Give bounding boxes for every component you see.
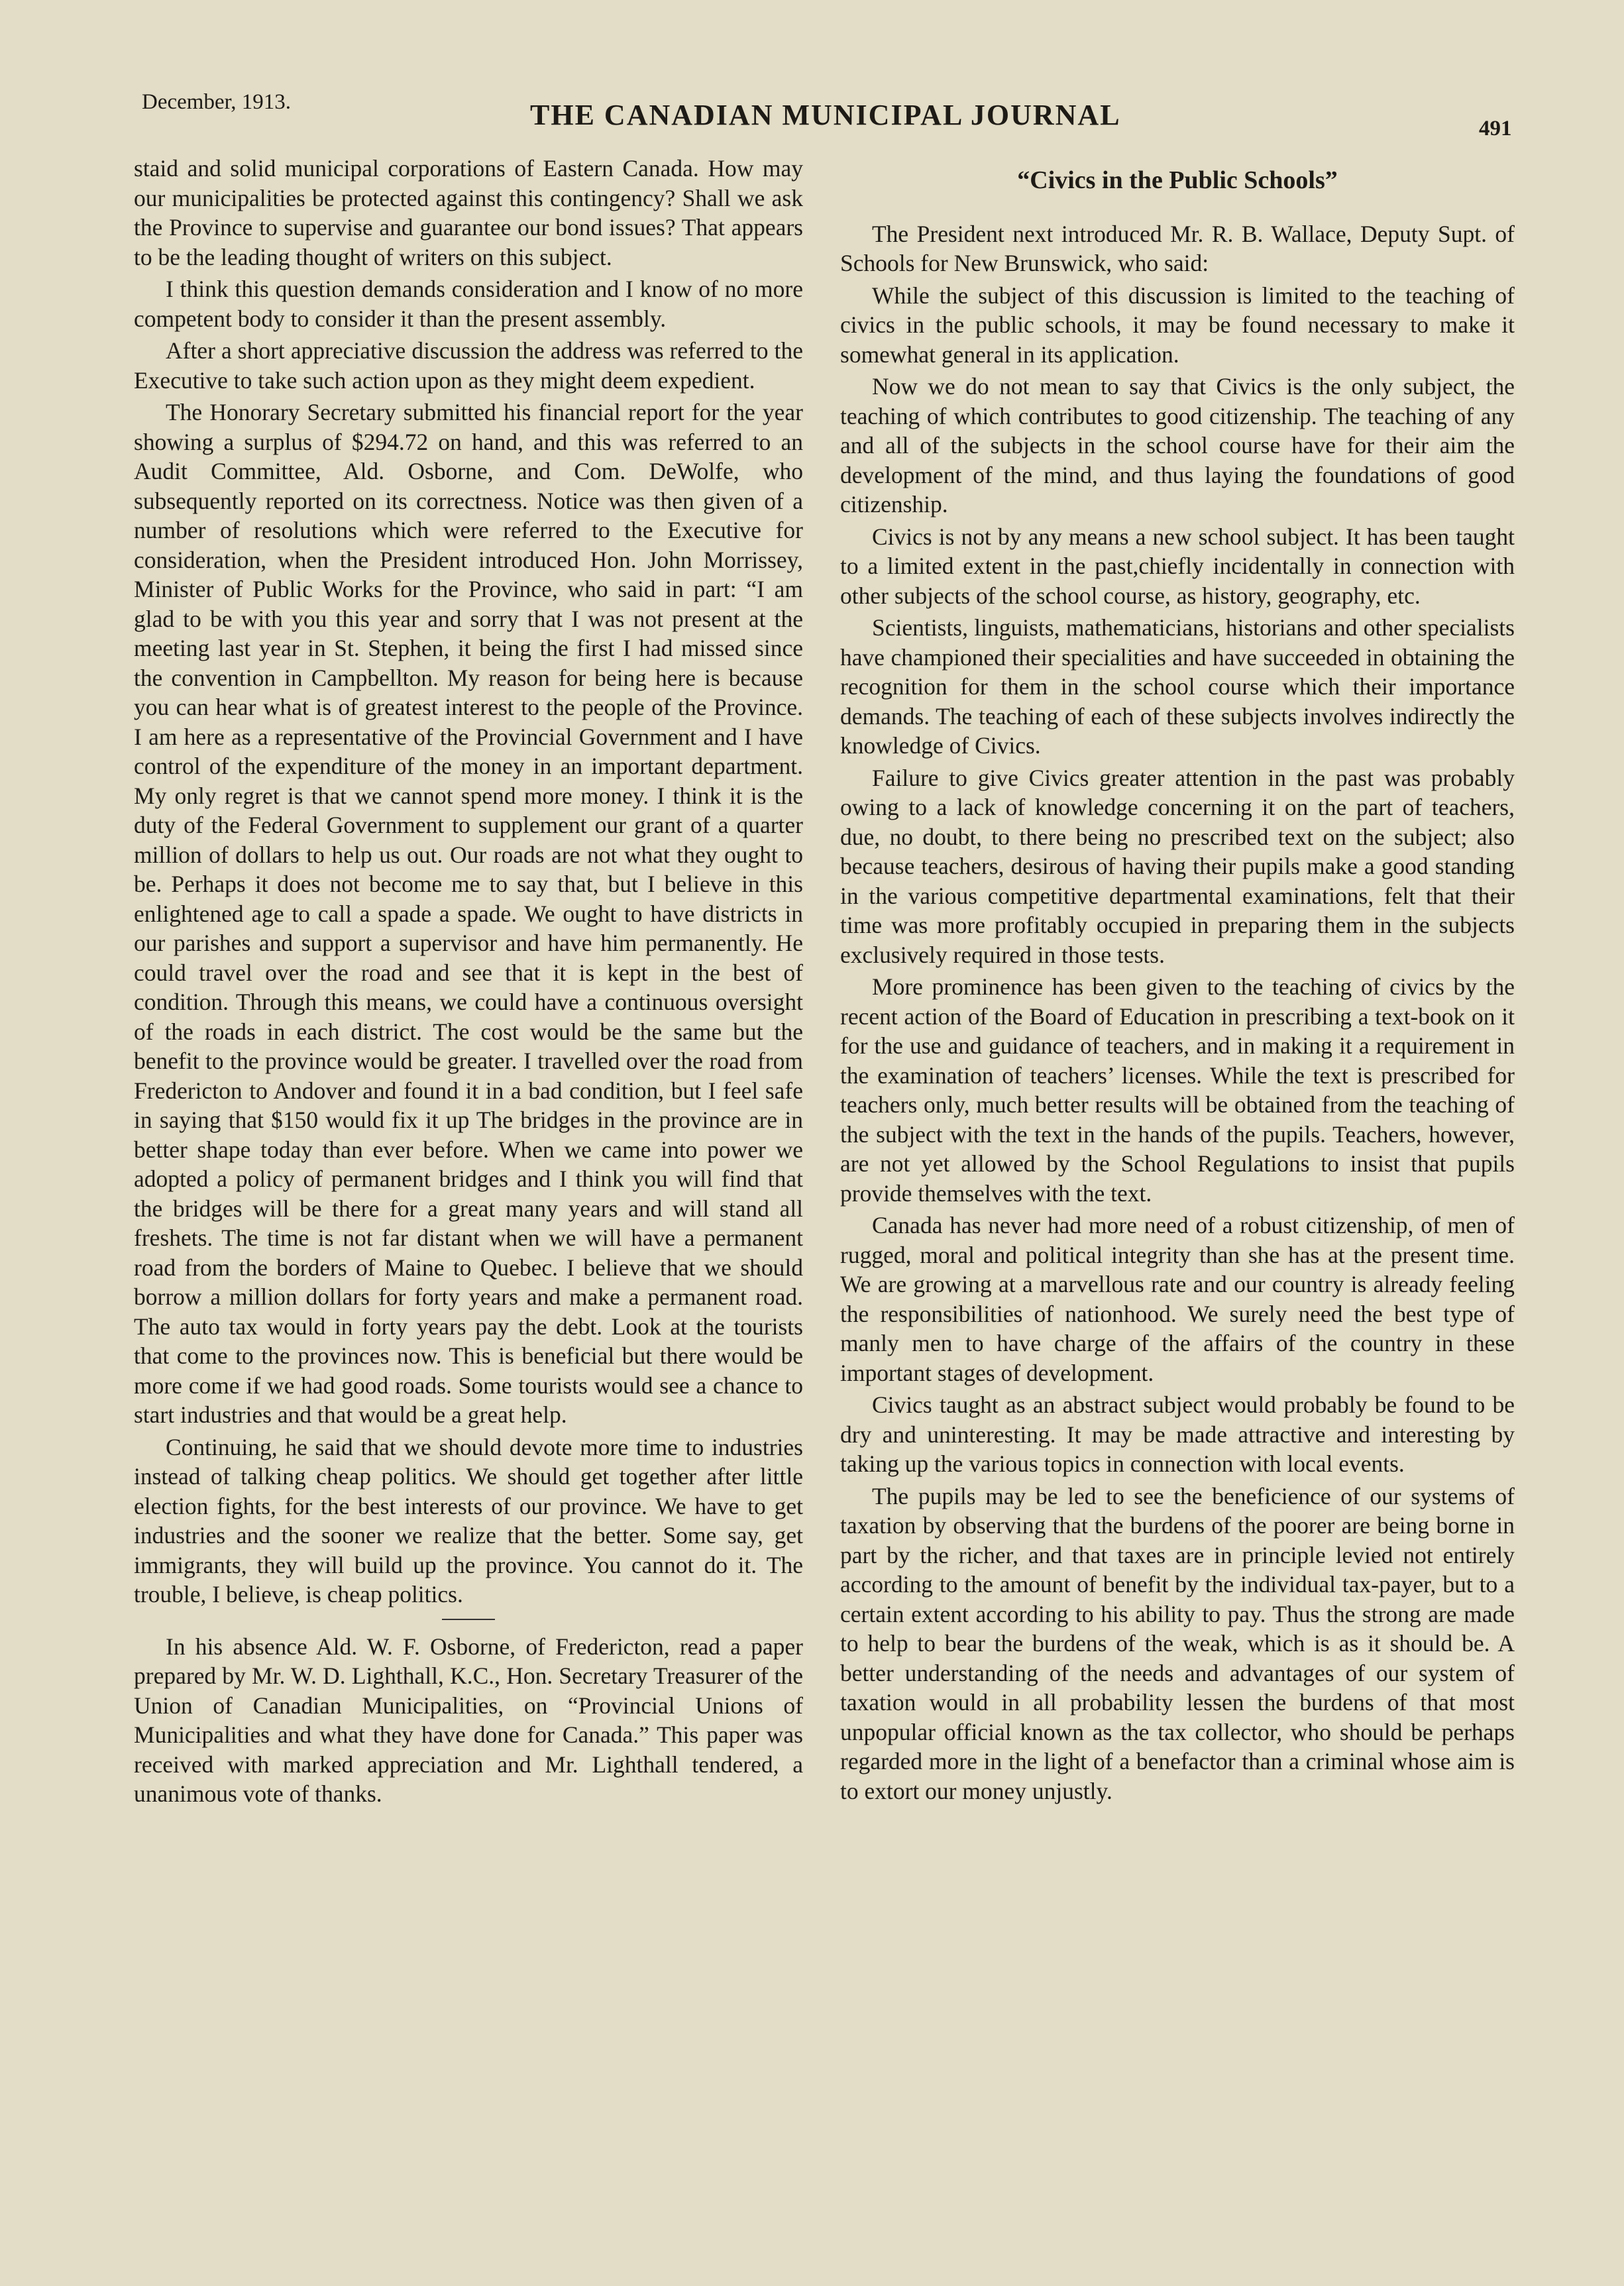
- paragraph: The President next introduced Mr. R. B. Wallace, Deputy Supt. of Schools for New Brunswick, who said:: [840, 220, 1515, 276]
- page-number: 491: [1479, 117, 1512, 140]
- section-divider: [442, 1619, 495, 1620]
- paragraph: After a short appreciative discussion the address was referred to the Executive to take such action upon as they might deem expedient.: [134, 337, 803, 394]
- paragraph: Civics taught as an abstract subject would probably be found to be dry and uninteresting. It may be made attractive and interesting by taking up the various topics in connection with local events.: [840, 1391, 1515, 1477]
- paragraph: Now we do not mean to say that Civics is the only subject, the teaching of which contributes to good citizenship. The teaching of any and all of the subjects in the school course have for their aim the development of the mind, and thus laying the foundations of good citizenship.: [840, 373, 1515, 517]
- paragraph: Continuing, he said that we should devote more time to industries instead of talking cheap politics. We should get together after little election fights, for the best interests of our province. We have to get industries and the sooner we realize that the better. Some say, get immigrants, they will build up the province. You cannot do it. The trouble, I believe, is cheap politics.: [134, 1433, 803, 1607]
- paragraph: staid and solid municipal corporations of Eastern Canada. How may our municipalities be protected against this contingency? Shall we ask the Province to supervise and guarantee our bond issues? That appears to be the leading thought of writers on this subject.: [134, 155, 803, 270]
- paragraph: The Honorary Secretary submitted his financial report for the year showing a surplus of $294.72 on hand, and this was referred to an Audit Committee, Ald. Osborne, and Com. DeWolfe, who subsequently reported on its correctness. Notice was then given of a number of resolutions which were referred to the Executive for consideration, when the President introduced Hon. John Morrissey, Minister of Public Works for the Province, who said in part: “I am glad to be with you this year and sorry that I was not present at the meeting last year in St. Stephen, it being the first I had missed since the convention in Campbellton. My reason for being here is because you can hear what is of greatest interest to the people of the Province. I am here as a representative of the Provincial Government and I have control of the expenditure of the money in an important department. My only regret is that we cannot spend more money. I think it is the duty of the Federal Government to supplement our grant of a quarter million of dollars to help us out. Our roads are not what they ought to be. Perhaps it does not become me to say that, but I believe in this enlightened age to call a spade a spade. We ought to have districts in our parishes and support a supervisor and have him permanently. He could travel over the road and see that it is kept in the best of condition. Through this means, we could have a continuous oversight of the roads in each district. The cost would be the same but the benefit to the province would be greater. I travelled over the road from Fredericton to Andover and found it in a bad condition, but I feel safe in saying that $150 would fix it up The bridges in the province are in better shape today than ever before. When we came into power we adopted a policy of permanent bridges and I think you will find that the bridges will be there for a great many years and will stand all freshets. The time is not far distant when we will have a permanent road from the borders of Maine to Quebec. I believe that we should borrow a million dollars for forty years and make a permanent road. The auto tax would in forty years pay the debt. Look at the tourists that come to the provinces now. This is beneficial but there would be more come if we had good roads. Some tourists would see a chance to start industries and that would be a great help.: [134, 399, 803, 1428]
- paragraph: Failure to give Civics greater attention in the past was probably owing to a lack of knowledge concerning it on the part of teachers, due, no doubt, to there being no prescribed text on the subject; also because teachers, desirous of having their pupils make a good standing in the various competitive departmental examinations, felt that their time was more profitably occupied in preparing them in the subjects exclusively required in those tests.: [840, 764, 1515, 968]
- left-column: [134, 154, 803, 1812]
- paragraph: While the subject of this discussion is limited to the teaching of civics in the public schools, it may be found necessary to make it somewhat general in its application.: [840, 282, 1515, 368]
- paragraph: Civics is not by any means a new school subject. It has been taught to a limited extent in the past,chiefly incidentally in connection with other subjects of the school course, as history, geography, etc.: [840, 523, 1515, 609]
- right-column: [840, 166, 1515, 1808]
- paragraph: More prominence has been given to the teaching of civics by the recent action of the Board of Education in prescribing a text-book on it for the use and guidance of teachers, and in making it a requirement in the examination of teachers’ licenses. While the text is prescribed for teachers only, much better results will be obtained from the teaching of the subject with the text in the hands of the pupils. Teachers, however, are not yet allowed by the School Regulations to insist that pupils provide themselves with the text.: [840, 973, 1515, 1207]
- paragraph: The pupils may be led to see the beneficience of our systems of taxation by observing that the burdens of the poorer are being borne in part by the richer, and that taxes are in principle levied not entirely according to the amount of benefit by the individual tax-payer, but to a certain extent according to his ability to pay. Thus the strong are made to help to bear the burdens of the weak, which is as it should be. A better understanding of the needs and advantages of our system of taxation would in all probability lessen the burdens of that most unpopular official known as the tax collector, who should be perhaps regarded more in the light of a benefactor than a criminal whose aim is to extort our money unjustly.: [840, 1482, 1515, 1804]
- section-heading: “Civics in the Public Schools”: [1017, 166, 1338, 194]
- paragraph: I think this question demands consideration and I know of no more competent body to consider it than the present assembly.: [134, 276, 803, 332]
- paragraph: Scientists, linguists, mathematicians, historians and other specialists have championed their specialities and have succeeded in obtaining the recognition for them in the school course which their importance demands. The teaching of each of these subjects involves indirectly the knowledge of Civics.: [840, 614, 1515, 759]
- issue-date: December, 1913.: [142, 90, 292, 114]
- journal-title: THE CANADIAN MUNICIPAL JOURNAL: [530, 99, 1121, 131]
- paragraph: In his absence Ald. W. F. Osborne, of Fredericton, read a paper prepared by Mr. W. D. Lighthall, K.C., Hon. Secretary Treasurer of the Union of Canadian Municipalities, on “Provincial Unions of Municipalities and what they have done for Canada.” This paper was received with marked appreciation and Mr. Lighthall tendered, a unanimous vote of thanks.: [134, 1633, 803, 1807]
- paragraph: Canada has never had more need of a robust citizenship, of men of rugged, moral and political integrity than she has at the present time. We are growing at a marvellous rate and our country is already feeling the responsibilities of nationhood. We surely need the best type of manly men to have charge of the affairs of the country in these important stages of development.: [840, 1212, 1515, 1386]
